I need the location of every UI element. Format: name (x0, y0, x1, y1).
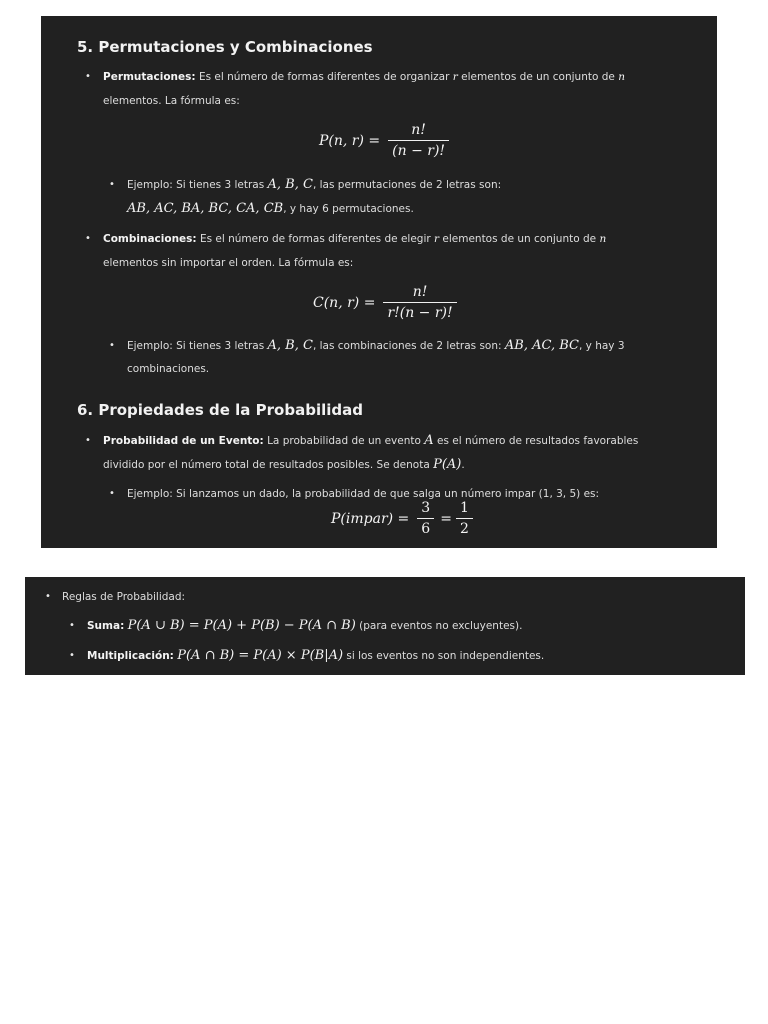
perm-formula (319, 122, 449, 159)
perm-formula-lhs: P(n, r) = (319, 132, 381, 149)
bullet: • (109, 179, 115, 190)
impar-fraction-1 (417, 500, 434, 537)
perm-text-1: Es el número de formas diferentes de organizar (195, 71, 453, 83)
event-example: Ejemplo: Si lanzamos un dado, la probabilidad de que salga un número impar (1, 3, 5) es: (127, 488, 600, 500)
comb-example-list: AB, AC, BC (504, 338, 579, 353)
bullet: • (109, 488, 115, 499)
mult-rule (87, 649, 544, 663)
impar-formula (331, 500, 473, 537)
bullet: • (85, 71, 91, 82)
comb-numerator: n! (412, 284, 428, 300)
perm-fraction (388, 122, 449, 159)
bullet: • (85, 435, 91, 446)
bullet: • (69, 620, 75, 631)
perm-text-2: elementos de un conjunto de (457, 71, 619, 83)
equals-sign: = (440, 510, 452, 527)
event-text-2: es el número de resultados favorables (433, 435, 639, 447)
mult-label: Multiplicación: (87, 650, 174, 662)
perm-r: r (452, 71, 458, 83)
sum-label: Suma: (87, 620, 125, 632)
bullet: • (69, 650, 75, 661)
perm-denominator: (n − r)! (388, 140, 449, 159)
content-panel-bottom (25, 577, 745, 675)
comb-n: n (599, 233, 607, 245)
perm-example-line2 (127, 202, 414, 216)
comb-r: r (434, 233, 440, 245)
rules-label: Reglas de Probabilidad: (62, 591, 186, 603)
mult-note: si los eventos no son independientes. (343, 650, 545, 662)
impar-denominator-1: 6 (417, 518, 434, 537)
perm-n: n (618, 71, 625, 83)
comb-denominator: r!(n − r)! (383, 302, 456, 321)
event-label: Probabilidad de un Evento: (103, 435, 264, 447)
impar-denominator-2: 2 (456, 518, 473, 537)
comb-definition-line1 (103, 232, 606, 246)
perm-example-text-2: , las permutaciones de 2 letras son: (312, 179, 502, 191)
perm-example-text-1: Ejemplo: Si tienes 3 letras (127, 179, 268, 191)
content-panel-top (41, 16, 717, 548)
section-5-title: 5. Permutaciones y Combinaciones (77, 38, 373, 56)
perm-definition-line1 (103, 70, 625, 84)
sum-formula: P(A ∪ B) = P(A) + P(B) − P(A ∩ B) (127, 618, 356, 633)
impar-numerator-2: 1 (459, 500, 469, 516)
comb-example-line2: combinaciones. (127, 363, 210, 375)
perm-example-list: AB, AC, BA, BC, CA, CB (127, 201, 284, 216)
comb-fraction (383, 284, 456, 321)
event-definition-line2 (103, 458, 465, 472)
comb-definition-line2: elementos sin importar el orden. La fórmula es: (103, 257, 354, 269)
event-definition-line1 (103, 434, 638, 448)
impar-fraction-2 (456, 500, 473, 537)
bullet: • (45, 591, 51, 602)
perm-label: Permutaciones: (103, 71, 196, 83)
event-line2-text: dividido por el número total de resultados posibles. Se denota (103, 459, 434, 471)
comb-label: Combinaciones: (103, 233, 197, 245)
impar-formula-lhs: P(impar) = (331, 510, 410, 527)
bullet: • (85, 233, 91, 244)
comb-example-letters: A, B, C (267, 338, 313, 353)
comb-example-line1 (127, 339, 625, 353)
event-text-1: La probabilidad de un evento (263, 435, 425, 447)
perm-example-line1 (127, 178, 501, 192)
comb-example-text-1: Ejemplo: Si tienes 3 letras (127, 340, 268, 352)
comb-formula-lhs: C(n, r) = (313, 294, 376, 311)
comb-example-text-3: , y hay 3 (578, 340, 625, 352)
event-line2-end: . (461, 459, 465, 471)
perm-numerator: n! (411, 122, 426, 138)
bullet: • (109, 340, 115, 351)
sum-rule (87, 619, 522, 633)
comb-text-1: Es el número de formas diferentes de elegir (196, 233, 435, 245)
comb-text-2: elementos de un conjunto de (439, 233, 600, 245)
perm-definition-line2: elementos. La fórmula es: (103, 95, 240, 107)
impar-numerator-1: 3 (421, 500, 431, 516)
perm-example-text-3: , y hay 6 permutaciones. (283, 203, 414, 215)
event-A: A (424, 433, 434, 448)
comb-formula (313, 284, 457, 321)
comb-example-text-2: , las combinaciones de 2 letras son: (312, 340, 505, 352)
sum-note: (para eventos no excluyentes). (355, 620, 523, 632)
event-notation: P(A) (433, 457, 462, 472)
perm-example-letters: A, B, C (267, 177, 313, 192)
mult-formula: P(A ∩ B) = P(A) × P(B|A) (177, 648, 344, 663)
section-6-title: 6. Propiedades de la Probabilidad (77, 401, 363, 419)
